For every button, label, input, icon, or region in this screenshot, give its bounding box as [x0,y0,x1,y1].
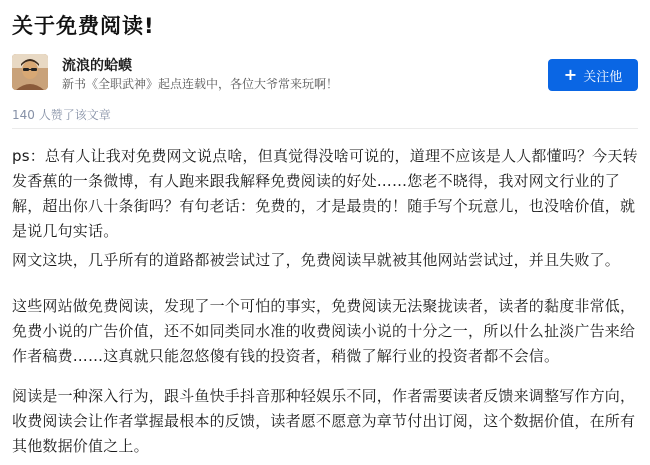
divider [12,128,638,129]
author-name[interactable]: 流浪的蛤蟆 [62,58,132,74]
paragraph: 这些网站做免费阅读，发现了一个可怕的事实，免费阅读无法聚拢读者，读者的黏度非常低，免费小说的广告价值，还不如同类同水准的收费阅读小说的十分之一，所以什么扯淡广告来给作者稿费……这真就只能忽悠傻有钱的投资者，稍微了解行业的投资者都不会信。 [12,297,636,365]
paragraph: 阅读是一种深入行为，跟斗鱼快手抖音那种轻娱乐不同，作者需要读者反馈来调整写作方向，收费阅读会让作者掌握最根本的反馈，读者愿不愿意为章节付出订阅，这个数据价值，在所有其他数据价值之上。 [12,387,636,455]
paragraph: 网文这块，几乎所有的道路都被尝试过了，免费阅读早就被其他网站尝试过，并且失败了。 [12,251,621,269]
follow-button-label: 关注他 [583,69,623,85]
likes-count[interactable]: 140 人赞了该文章 [12,108,111,122]
article-title: 关于免费阅读! [12,14,155,38]
plus-icon: + [563,65,578,84]
follow-button[interactable] [548,59,638,91]
author-info [12,54,638,102]
avatar[interactable] [12,54,48,90]
avatar-image-icon [12,54,48,90]
author-bio: 新书《全职武神》起点连载中，各位大爷常来玩啊！ [62,77,339,91]
paragraph: ps：总有人让我对免费网文说点啥，但真觉得没啥可说的，道理不应该是人人都懂吗？今天转发香蕉的一条微博，有人跑来跟我解释免费阅读的好处……您老不晓得，我对网文行业的了解，超出你八十条街吗？有句老话：免费的，才是最贵的！随手写个玩意儿，也没啥价值，就是说几句实话。 [12,147,638,240]
